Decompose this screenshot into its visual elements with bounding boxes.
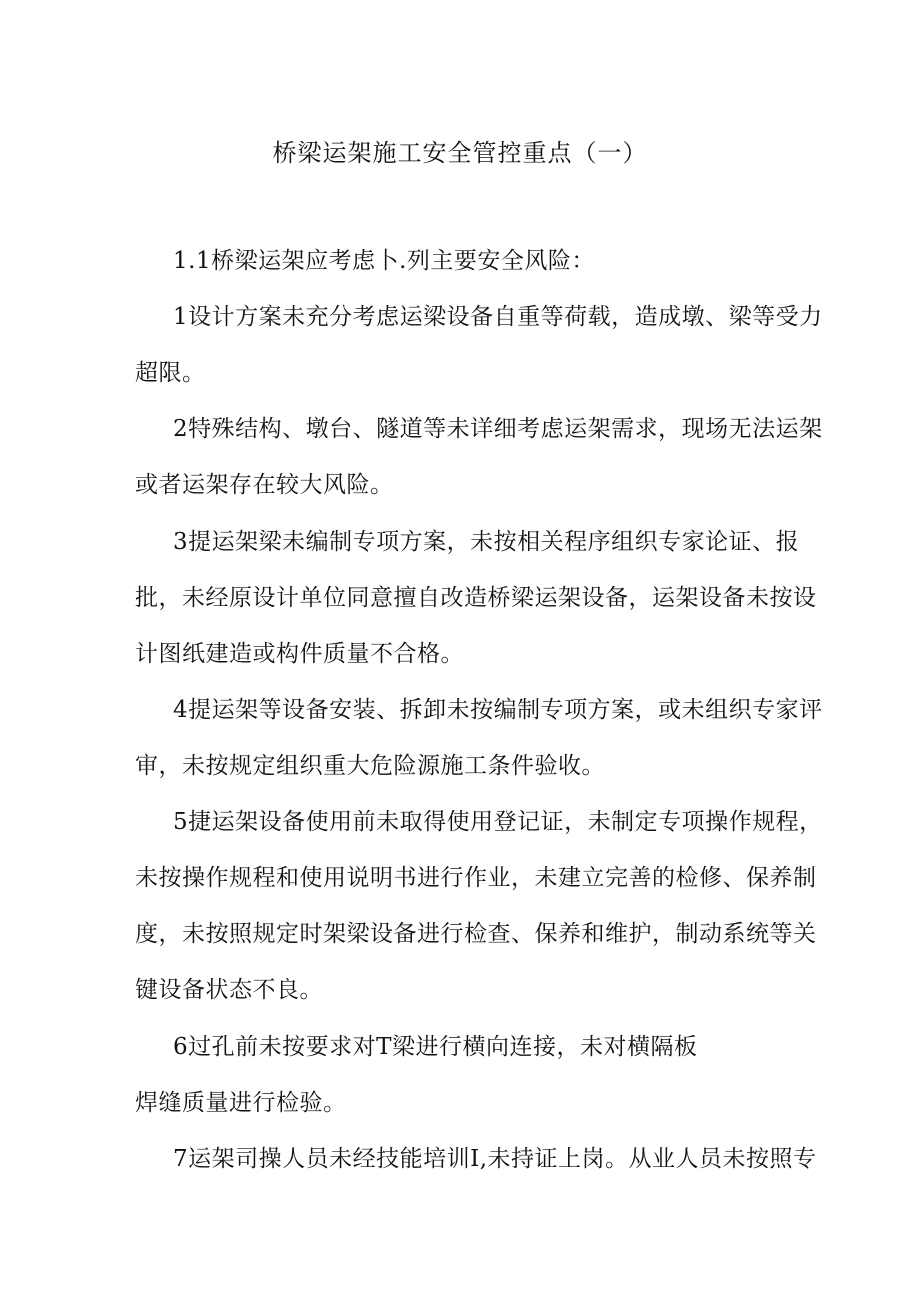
- paragraph-line: 6过孔前未按要求对T梁进行横向连接，未对横隔板: [173, 1034, 698, 1060]
- paragraph-line: 1.1桥梁运架应考虑卜.列主要安全风险：: [173, 248, 595, 274]
- paragraph-line: 计图纸建造或构件质量不合格。: [135, 641, 464, 667]
- paragraph-line: 7运架司操人员未经技能培训I,未持证上岗。从业人员未按照专: [173, 1146, 817, 1172]
- paragraph-line: 超限。: [135, 360, 206, 386]
- paragraph-line: 3提运架梁未编制专项方案，未按相关程序组织专家论证、报: [173, 529, 800, 555]
- paragraph-line: 1设计方案未充分考虑运梁设备自重等荷载，造成墩、梁等受力: [173, 304, 823, 330]
- paragraph-line: 焊缝质量进行检验。: [135, 1090, 347, 1116]
- paragraph-line: 度，未按照规定时架梁设备进行检查、保养和维护，制动系统等关: [135, 921, 817, 947]
- paragraph-line: 5捷运架设备使用前未取得使用登记证，未制定专项操作规程，: [173, 809, 823, 835]
- paragraph-line: 未按操作规程和使用说明书进行作业，未建立完善的检修、保养制: [135, 865, 817, 891]
- paragraph-line: 审，未按规定组织重大危险源施工条件验收。: [135, 753, 605, 779]
- document-title: 桥梁运架施工安全管控重点（一）: [272, 139, 648, 167]
- paragraph-line: 4提运架等设备安装、拆卸未按编制专项方案，或未组织专家评: [173, 697, 823, 723]
- paragraph-line: 批，未经原设计单位同意擅自改造桥梁运架设备，运架设备未按设: [135, 585, 817, 611]
- paragraph-line: 或者运架存在较大风险。: [135, 472, 394, 498]
- paragraph-line: 2特殊结构、墩台、隧道等未详细考虑运架需求，现场无法运架: [173, 416, 823, 442]
- paragraph-line: 键设备状态不良。: [135, 977, 323, 1003]
